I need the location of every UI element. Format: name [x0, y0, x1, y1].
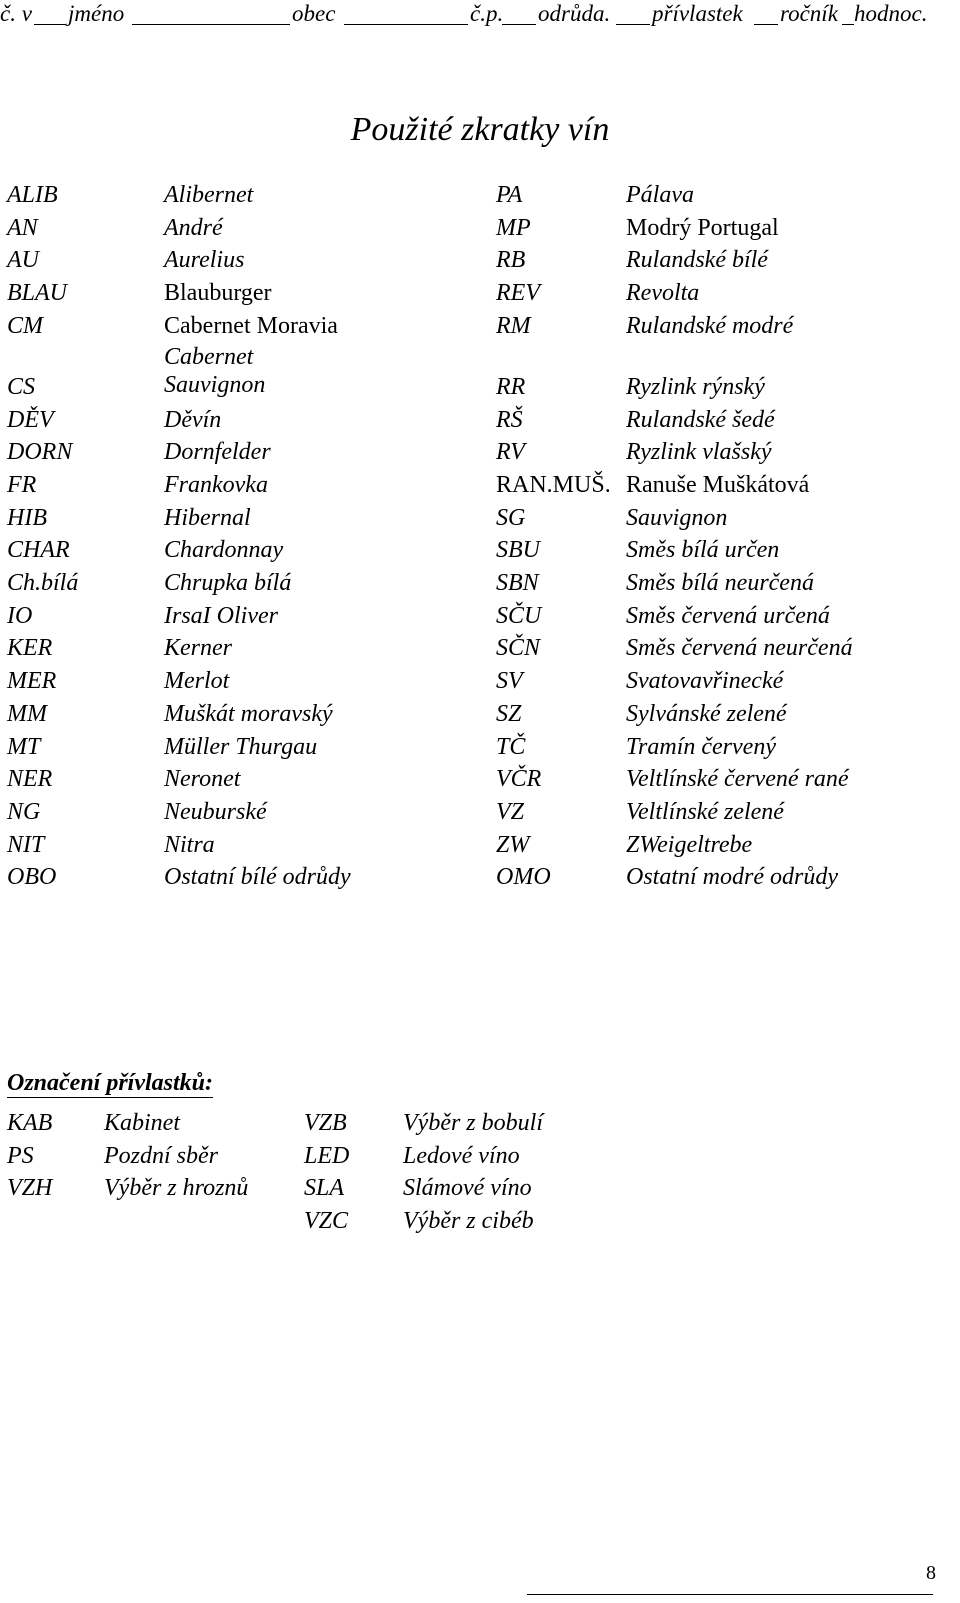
wine-code2-cell: RAN.MUŠ. [496, 471, 611, 498]
wine-code-cell: AN [7, 214, 38, 241]
header-rocnik: ročník [780, 1, 838, 26]
wine-name-cell: Aurelius [164, 247, 245, 274]
wine-code2-cell: MP [496, 214, 531, 241]
wine-name2-cell: Modrý Portugal [626, 214, 779, 241]
attribute-code2-cell: VZC [304, 1208, 349, 1235]
wine-name-cell: Frankovka [164, 471, 268, 498]
attribute-code2-cell: VZB [304, 1110, 347, 1136]
wine-name2-cell: Rulandské šedé [626, 406, 775, 433]
wine-code-cell: CS [7, 373, 36, 400]
wine-code-cell: KER [7, 635, 53, 662]
wine-code2-cell: SV [496, 668, 523, 695]
wine-code2-cell: RR [496, 373, 526, 400]
wine-name-cell: André [164, 214, 223, 241]
wine-code2-cell: VČR [496, 766, 542, 793]
header-blank-line [132, 24, 290, 25]
attribute-name2-cell: Slámové víno [403, 1175, 532, 1202]
wine-code-cell: MER [7, 668, 57, 695]
attribute-code2-cell: LED [304, 1142, 350, 1169]
wine-code-cell: Ch.bílá [7, 570, 79, 596]
attribute-code-cell: PS [7, 1142, 34, 1169]
header-privlastek: přívlastek [652, 1, 743, 26]
wine-name-cell: Alibernet [164, 182, 254, 208]
wine-name-cell: Muškát moravský [164, 700, 333, 727]
attributes-heading-text: Označení přívlastků: [7, 1070, 214, 1096]
form-header-row [0, 0, 960, 40]
wine-name2-cell: Směs červená neurčená [626, 635, 853, 662]
wine-name2-cell: ZWeigeltrebe [626, 831, 753, 858]
wine-name2-cell: Sylvánské zelené [626, 700, 787, 727]
wine-code2-cell: TČ [496, 733, 526, 760]
wine-code2-cell: PA [496, 182, 523, 208]
wine-name-cell: Müller Thurgau [164, 733, 318, 760]
wine-code2-cell: SZ [496, 700, 522, 727]
wine-name-cell: Nitra [164, 831, 215, 858]
wine-name-cell: Merlot [164, 668, 230, 695]
wine-name2-cell: Veltlínské zelené [626, 798, 784, 825]
wine-code-cell: ALIB [7, 182, 58, 208]
wine-name2-cell: Sauvignon [626, 504, 728, 531]
wine-name-cell: Blauburger [164, 280, 272, 307]
attribute-name-cell: Výběr z hroznů [104, 1175, 249, 1202]
attribute-code-cell: KAB [7, 1110, 53, 1136]
wine-name-cell: Chardonnay [164, 537, 284, 564]
wine-code2-cell: OMO [496, 864, 551, 891]
wine-code-cell: HIB [7, 504, 47, 531]
header-blank-line [616, 24, 650, 25]
wine-code-cell: NER [7, 766, 53, 793]
header-jmeno: jméno [68, 1, 125, 26]
header-blank-line [502, 24, 536, 25]
wine-code2-cell: SBN [496, 570, 539, 596]
wine-code-cell: DORN [7, 439, 73, 466]
wine-name2-cell: Směs bílá určen [626, 537, 780, 564]
wine-code-cell: MT [7, 733, 41, 760]
attribute-name2-cell: Ledové víno [403, 1142, 520, 1169]
attribute-name2-cell: Výběr z bobulí [403, 1110, 543, 1136]
attribute-name-cell: Kabinet [104, 1110, 180, 1136]
wine-code-cell: NG [7, 798, 41, 825]
wine-code-cell: BLAU [7, 280, 67, 307]
wine-name2-cell: Revolta [626, 280, 700, 307]
header-cv: č. v [0, 1, 32, 26]
wine-name2-cell: Ryzlink vlašský [626, 439, 772, 466]
header-hodnoc: hodnoc. [854, 1, 928, 26]
wine-name-cell: Dornfelder [164, 439, 271, 466]
wine-code2-cell: SČU [496, 602, 542, 629]
wine-name2-cell: Ryzlink rýnský [626, 373, 765, 400]
wine-code2-cell: RV [496, 439, 525, 466]
wine-code-cell: IO [7, 602, 33, 629]
wine-code2-cell: REV [496, 280, 540, 307]
wine-code2-cell: VZ [496, 798, 525, 825]
wine-code2-cell: RŠ [496, 406, 523, 433]
wine-code-cell: DĚV [7, 406, 54, 433]
attribute-code-cell: VZH [7, 1175, 53, 1202]
header-blank-line [754, 24, 778, 25]
wine-name-cell: Ostatní bílé odrůdy [164, 864, 351, 891]
wine-code2-cell: RB [496, 247, 526, 274]
wine-name-cell: Děvín [164, 406, 222, 433]
wine-name2-cell: Rulandské modré [626, 312, 794, 339]
wine-code2-cell: SG [496, 504, 526, 531]
wine-code-cell: OBO [7, 864, 57, 891]
wine-code-cell: MM [7, 700, 47, 727]
header-obec: obec [292, 1, 336, 26]
wine-name2-cell: Ostatní modré odrůdy [626, 864, 838, 891]
wine-name-cell: Cabernet Moravia [164, 312, 338, 339]
wine-code2-cell: SČN [496, 635, 541, 662]
wine-code-cell: FR [7, 471, 37, 498]
wine-name2-cell: Ranuše Muškátová [626, 471, 810, 498]
wine-name-cell: Kerner [164, 635, 232, 662]
wine-code2-cell: ZW [496, 831, 530, 858]
wine-name2-cell: Rulandské bílé [626, 247, 768, 274]
wine-name2-cell: Veltlínské červené rané [626, 766, 849, 793]
wine-name2-cell: Směs červená určená [626, 602, 830, 629]
header-cp: č.p. [470, 1, 504, 26]
wine-code2-cell: SBU [496, 537, 540, 564]
wine-name2-cell: Svatovavřinecké [626, 668, 784, 695]
wine-name-cell: Neuburské [164, 798, 267, 825]
header-odruda: odrůda. [538, 1, 611, 26]
wine-name-cell: Chrupka bílá [164, 570, 292, 596]
wine-name2-cell: Směs bílá neurčená [626, 570, 814, 596]
wine-name2-cell: Pálava [626, 182, 694, 208]
header-blank-line [34, 24, 66, 25]
wine-name-cell: Neronet [164, 766, 241, 793]
page-title: Použité zkratky vín [350, 111, 610, 148]
wine-code-cell: NIT [7, 831, 45, 858]
attributes-heading [7, 1068, 213, 1098]
wine-code2-cell: RM [496, 312, 531, 339]
wine-name-cell: Cabernet Sauvignon [164, 343, 266, 398]
wine-code-cell: CHAR [7, 537, 70, 564]
header-blank-line [344, 24, 468, 25]
wine-name-cell: IrsaI Oliver [164, 602, 278, 629]
wine-code-cell: AU [7, 247, 39, 274]
attribute-code2-cell: SLA [304, 1175, 345, 1202]
header-blank-line [842, 24, 854, 25]
wine-code-cell: CM [7, 312, 43, 339]
wine-name2-cell: Tramín červený [626, 733, 776, 760]
attribute-name-cell: Pozdní sběr [104, 1142, 218, 1169]
page-number: 8 [926, 1562, 936, 1584]
footer-rule [527, 1594, 933, 1595]
wine-name-cell: Hibernal [164, 504, 251, 531]
attribute-name2-cell: Výběr z cibéb [403, 1208, 534, 1235]
